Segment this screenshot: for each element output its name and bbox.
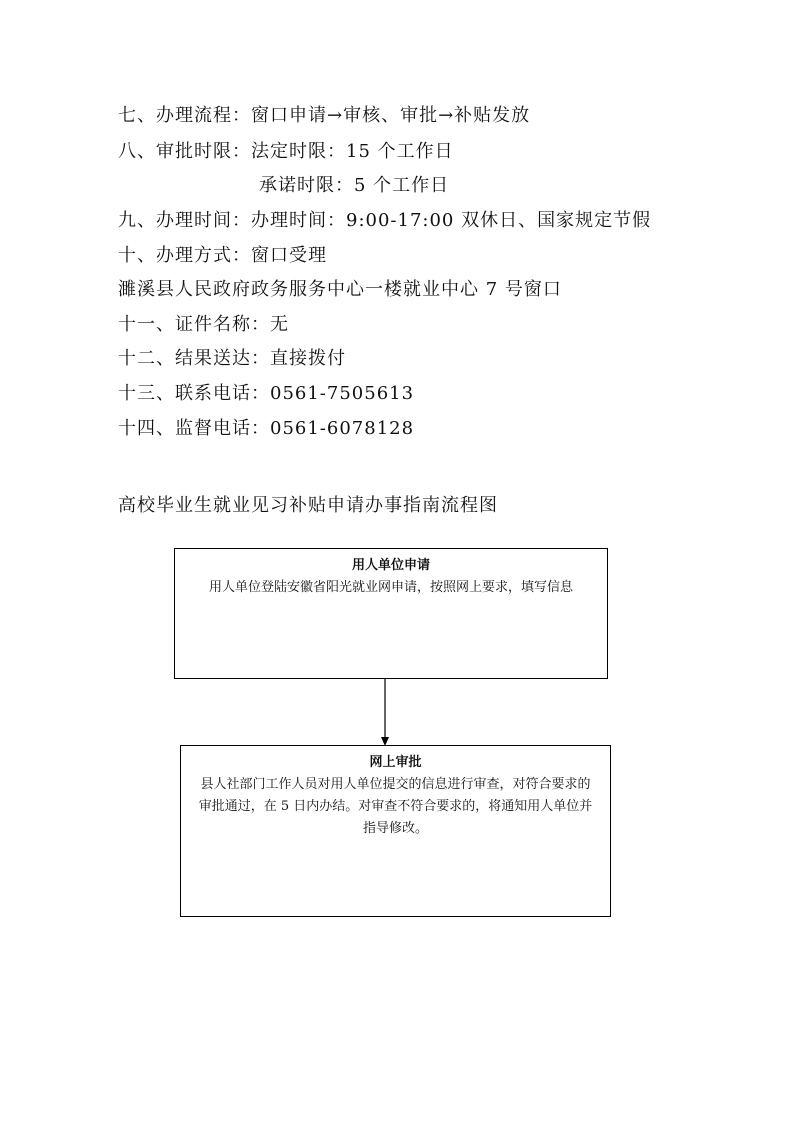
item-time-limit: 八、审批时限：法定时限：15 个工作日 [118,141,454,162]
item-supervision-phone: 十四、监督电话：0561-6078128 [118,418,415,439]
flow-step-online-approval [180,745,611,917]
flow-step-title: 网上审批 [369,755,422,770]
item-certificate: 十一、证件名称：无 [118,314,289,335]
item-process: 七、办理流程：窗口申请→审核、审批→补贴发放 [118,105,531,126]
flowchart-title: 高校毕业生就业见习补贴申请办事指南流程图 [118,495,498,516]
flow-step-body: 县人社部门工作人员对用人单位提交的信息进行审查，对符合要求的审批通过，在 5 日内办结。对审查不符合要求的，将通知用人单位并指导修改。 [198,777,593,836]
item-method: 十、办理方式：窗口受理 [118,245,327,266]
item-delivery: 十二、结果送达：直接拨付 [118,348,346,369]
item-office-hours: 九、办理时间：办理时间：9:00-17:00 双休日、国家规定节假 [118,210,652,231]
item-location: 濉溪县人民政府政务服务中心一楼就业中心 7 号窗口 [118,279,562,300]
flow-step-body: 用人单位登陆安徽省阳光就业网申请，按照网上要求，填写信息 [208,580,573,595]
flow-step-title: 用人单位申请 [351,558,430,573]
item-time-limit-promise: 承诺时限：5 个工作日 [259,175,450,196]
item-contact-phone: 十三、联系电话：0561-7505613 [118,383,415,404]
